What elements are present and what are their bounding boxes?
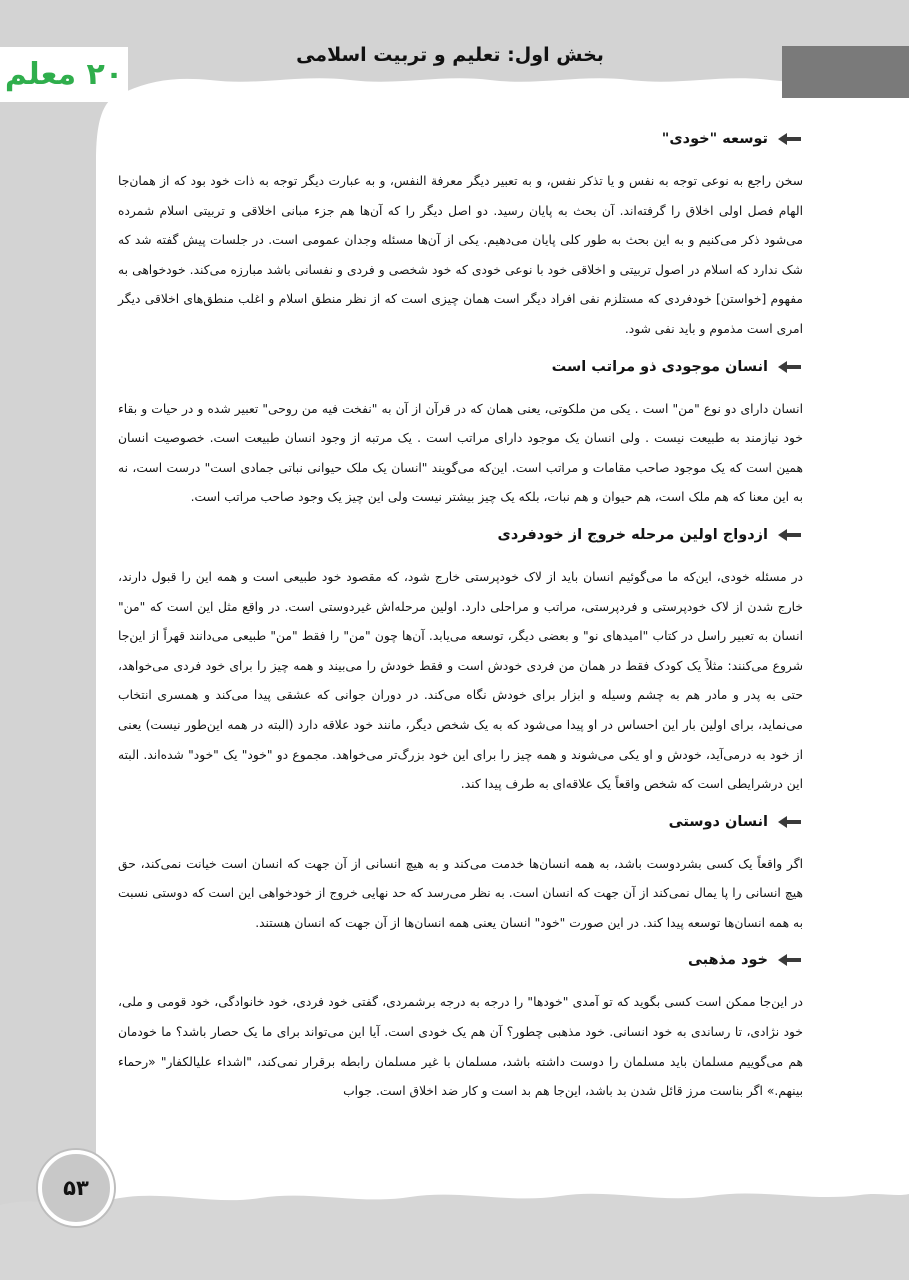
- section-heading-text: توسعه "خودی": [661, 131, 768, 147]
- arrow-left-icon: [776, 953, 803, 967]
- logo-text: ۲۰ معلم: [4, 57, 124, 92]
- section-2: [118, 356, 803, 513]
- section-heading-text: انسان دوستی: [668, 813, 768, 830]
- arrow-left-icon: [776, 360, 803, 374]
- section-paragraph: سخن راجع به نوعی توجه به نفس و یا تذکر نفس، و به تعبیر دیگر معرفة النفس، و به عبارت دیگر توجه به ذات خود بود که از همان‌جا الهام فصل اولی اخلاق را گرفته‌اند. آن بحث به پایان رسید. دو اصل دیگر را که آن‌ها هم جزء مبانی اخلاقی و تربیتی اسلام شمرده می‌شود ذکر می‌کنیم و به این بحث به طور کلی پایان می‌دهیم. یکی از آن‌ها مسئله وجدان عمومی است. در جلسات پیش گفته شد که شک ندارد که اسلام در اصول تربیتی و اخلاقی خود با نوعی خودی که خود شخصی و فردی و نفسانی باشد مبارزه می‌کند. خودخواهی به مفهوم [خواستن] خودفردی که مستلزم نفی افراد دیگر است همان چیزی است که از نظر منطق اسلام و اغلب منطق‌های اخلاقی دیگر امری است مذموم و باید نفی شود.: [118, 174, 803, 336]
- header-corner-block: [782, 46, 909, 98]
- section-1: [118, 128, 803, 345]
- section-paragraph: در مسئله خودی، این‌که ما می‌گوئیم انسان باید از لاک خودپرستی خارج شود، که مقصود خود طبیعی است و همه این را قبول دارند، خارج شدن از لاک خودپرستی و فردپرستی، مراتب و مراحلی دارد. اولین مرحله‌اش غیردوستی است. در واقع مثل این است که "من" انسان به تعبیر راسل در کتاب "امیدهای نو" و بعضی دیگر، توسعه می‌یابد. آن‌ها چون "من" را فقط "من" طبیعی می‌دانند قهراً از این‌جا شروع می‌کنند: مثلاً یک کودک فقط در همان من فردی خودش است و فقط خودش را می‌بیند و همه چیز را برای خود فردی می‌خواهد، حتی به پدر و مادر هم به چشم وسیله و ابزار برای خودش نگاه می‌کند. در دوران جوانی که عشقی پیدا می‌کند و همسری انتخاب می‌نماید، برای اولین بار این احساس در او پیدا می‌شود که به یک شخص دیگر، مانند خود علاقه دارد (البته در همه این‌طور نیست) یعنی از خود به درمی‌آید، خودش و او یکی می‌شوند و همه چیز را برای این خود بزرگ‌تر می‌خواهد. مجموع دو "خود" یک "خود" شده‌اند. البته این درشرایطی است که شخص واقعاً یک علاقه‌ای به طرف پیدا کند.: [118, 569, 803, 792]
- section-heading: [118, 949, 803, 971]
- arrow-left-icon: [776, 528, 803, 542]
- page-number: ۵۳: [63, 1176, 89, 1200]
- section-heading: [118, 128, 803, 150]
- section-heading-text: انسان موجودی ذو مراتب است: [551, 358, 768, 375]
- section-5: [118, 949, 803, 1106]
- section-paragraph: انسان دارای دو نوع "من" است . یکی من ملکوتی، یعنی همان که در قرآن از آن به "نفخت فیه من روحی" تعبیر شده و در حیات و بقاء خود نیازمند به طبیعت نیست . ولی انسان یک موجود دارای مراتب است . یک مرتبه از وجود انسان طبیعت است. خصوصیت انسان همین است که یک موجود صاحب مقامات و مراتب است. این‌که می‌گویند "انسان یک ملک حیوانی نباتی جمادی است" درست است، نه به این معنا که هم ملک است، هم حیوان و هم نبات، بلکه یک چیز بیشتر نیست ولی این چیز یک وجود صاحب مراتب است.: [118, 401, 803, 505]
- section-heading-text: خود مذهبی: [687, 952, 768, 969]
- page-number-badge: [38, 1150, 114, 1226]
- section-3: [118, 524, 803, 800]
- arrow-left-icon: [776, 132, 803, 146]
- section-heading-text: ازدواج اولین مرحله خروج از خودفردی: [497, 526, 768, 543]
- section-4: [118, 811, 803, 939]
- footer-wave: [0, 1193, 909, 1280]
- section-heading: [118, 524, 803, 546]
- chapter-title: بخش اول: تعلیم و تربیت اسلامی: [296, 44, 604, 66]
- section-heading: [118, 356, 803, 378]
- article-body: [118, 128, 803, 1118]
- section-heading: [118, 811, 803, 833]
- brand-logo: [0, 47, 128, 102]
- arrow-left-icon: [776, 815, 803, 829]
- section-paragraph: اگر واقعاً یک کسی بشردوست باشد، به همه انسان‌ها خدمت می‌کند و به هیچ انسانی از آن جهت که انسان است خیانت نمی‌کند، حق هیچ انسانی را پا یمال نمی‌کند از آن جهت که انسان است. به نظر می‌رسد که حد نهایی خروج از خودخواهی این است که دوستی نسبت به همه انسان‌ها توسعه پیدا کند. در این صورت "خود" انسان یعنی همه انسان‌ها از آن جهت که انسان هستند.: [118, 856, 803, 930]
- section-paragraph: در این‌جا ممکن است کسی بگوید که تو آمدی "خودها" را درجه به درجه برشمردی، گفتی خود فردی، خود خانوادگی، خود قومی و ملی، خود نژادی، تا رساندی به خود انسانی. خود مذهبی چطور؟ آن هم یک خودی است. آیا این می‌تواند برای ما یک حصار باشد؟ ما خودمان هم می‌گوییم مسلمان باید مسلمان را دوست داشته باشد، مسلمان با غیر مسلمان رابطه برقرار نمی‌کند، "اشداء علیالکفار" «رحماء بینهم.» اگر بناست مرز قائل شدن بد باشد، این‌جا هم بد است و کار ضد اخلاق است. جواب: [118, 995, 803, 1099]
